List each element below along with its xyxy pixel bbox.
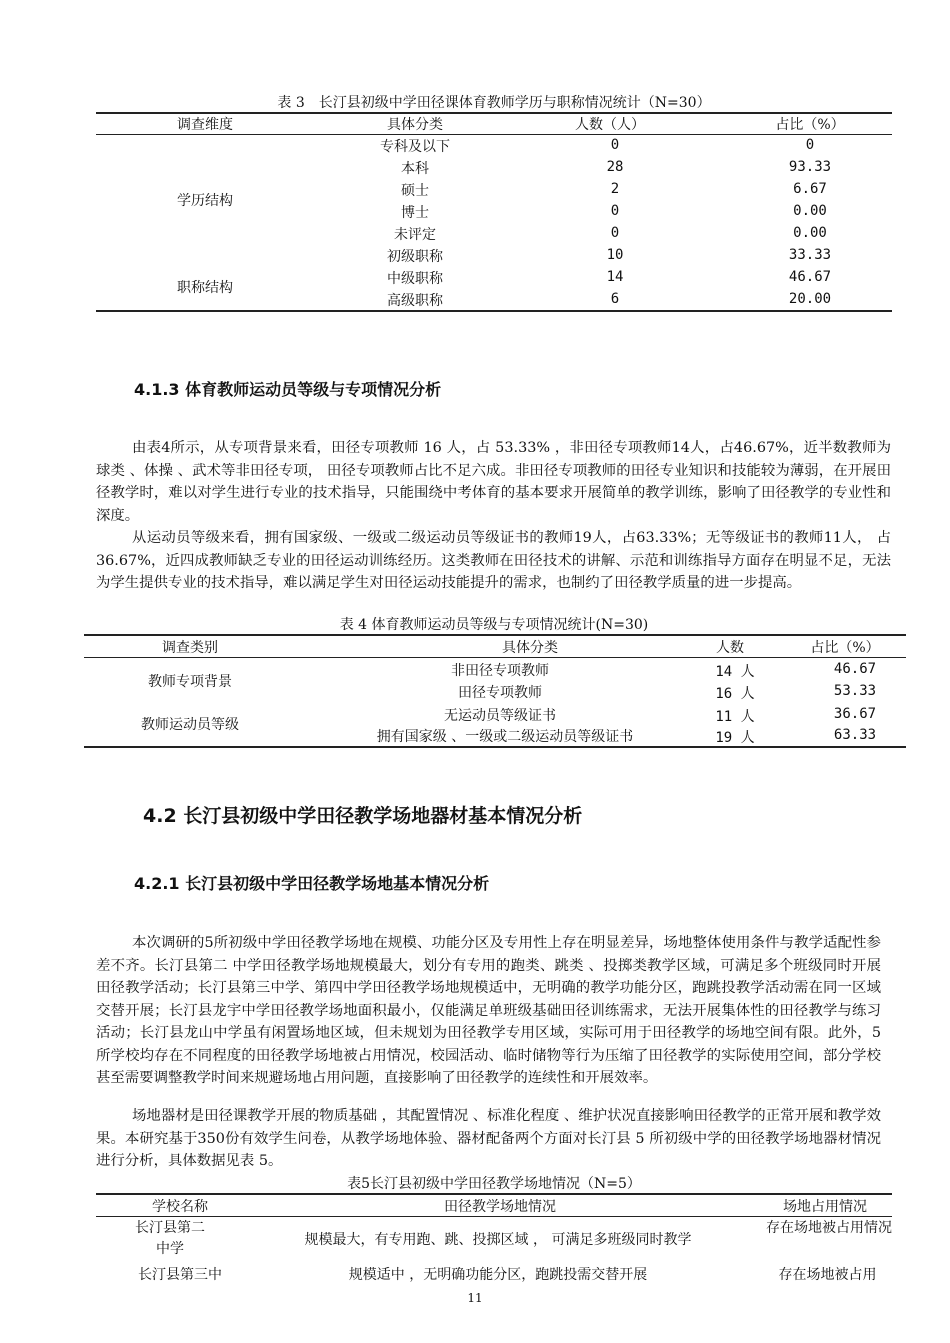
table3-row-category: 未评定 [394, 227, 436, 243]
table4-header-type: 调查类别 [162, 640, 218, 656]
table3-header-percent: 占比（%） [775, 117, 845, 133]
table3-header-dimension: 调查维度 [177, 117, 233, 133]
table3-row-percent: 0.00 [793, 203, 827, 219]
table3-header-category: 具体分类 [387, 117, 443, 133]
table4-row-count: 16 人 [715, 686, 755, 702]
table3-group-education: 学历结构 [177, 193, 233, 209]
paragraph: 从运动员等级来看，拥有国家级、一级或二级运动员等级证书的教师19人，占63.33%；无等级证书的教师11人， 占 36.67%，近四成教师缺乏专业的田径运动训练经历。这类教师在田径技术的讲解、示范和训练指导方面存在明显不足，无法为学生提供专业的技术指导，难以满足学生对田径运动技能提升的需求，也制约了田径教学质量的进一步提高。 [96, 530, 891, 591]
section-heading-4-2: 4.2 长汀县初级中学田径教学场地器材基本情况分析 [143, 805, 583, 827]
table5-row-situation: 规模适中 ，无明确功能分区，跑跳投需交替开展 [348, 1267, 648, 1283]
paragraph: 场地器材是田径课教学开展的物质基础 ，其配置情况 、标准化程度 、维护状况直接影响田径教学的正常开展和教学效果。本研究基于350份有效学生问卷，从教学场地体验、器材配备两个方面对长汀县 5 所初级中学的田径教学场地器材情况进行分析，具体数据见表 5。 [96, 1108, 881, 1169]
table5-header-occupy: 场地占用情况 [783, 1199, 867, 1215]
table3-row-category: 高级职称 [387, 293, 443, 309]
table4-row-count: 19 人 [715, 730, 755, 746]
table5-row-school: 长汀县第三中 [138, 1267, 222, 1283]
paragraph: 由表4所示，从专项背景来看，田径专项教师 16 人，占 53.33% ，非田径专项教师14人，占46.67%，近半数教师为球类 、体操 、武术等非田径专项， 田径专项教师占比不足六成。非田径专项教师的田径专业知识和技能较为薄弱，在开展田径教学时，难以对学生进行专业的技术指导，只能围绕中考体育的基本要求开展简单的教学训练，影响了田径教学的专业性和深度。 [96, 440, 891, 524]
table3-row-count: 0 [610, 225, 620, 241]
table3-row-category: 初级职称 [387, 249, 443, 265]
table4-row-category: 无运动员等级证书 [444, 708, 556, 724]
table3-caption: 表 3 长汀县初级中学田径课体育教师学历与职称情况统计（N=30） [277, 95, 711, 111]
section-heading-4-1-3: 4.1.3 体育教师运动员等级与专项情况分析 [134, 380, 442, 399]
table5-row-occupy: 存在场地被占用 [778, 1267, 877, 1283]
table4-group-athlete-level: 教师运动员等级 [141, 717, 239, 733]
table3-row-category: 本科 [401, 161, 429, 177]
table4-row-category: 拥有国家级 、一级或二级运动员等级证书 [376, 729, 634, 745]
table3-row-percent: 93.33 [788, 159, 832, 175]
paragraph: 本次调研的5所初级中学田径教学场地在规模、功能分区及专用性上存在明显差异，场地整体使用条件与教学适配性参差不齐。长汀县第二 中学田径教学场地规模最大，划分有专用的跑类、跳类 、投掷类教学区域，可满足多个班级同时开展田径教学活动；长汀县第三中学、第四中学田径教学场地规模适中，无明确的教学功能分区，跑跳投教学活动需在同一区域交替开展；长汀县龙宇中学田径教学场地面积最小，仅能满足单班级基础田径训练需求，无法开展集体性的田径教学与练习活动；长汀县龙山中学虽有闲置场地区域，但未规划为田径教学专用区域，实际可用于田径教学的场地空间有限。此外，5所学校均存在不同程度的田径教学场地被占用情况，校园活动、临时储物等行为压缩了田径教学的实际使用空间，部分学校甚至需要调整教学时间来规避场地占用问题，直接影响了田径教学的连续性和开展效率。 [96, 935, 881, 1086]
table3-row-count: 2 [610, 181, 620, 197]
table3-row-percent: 33.33 [788, 247, 832, 263]
table3-row-percent: 20.00 [788, 291, 832, 307]
table3-header-rule [96, 134, 892, 135]
table5-row-occupy: 存在场地被占用情况 [766, 1220, 892, 1236]
table3-row-count: 0 [610, 203, 620, 219]
table4-bottom-rule [84, 746, 906, 748]
table3-header-count: 人数（人） [575, 117, 645, 133]
table3-row-count: 28 [606, 159, 624, 175]
table3-row-category: 专科及以下 [380, 139, 450, 155]
table3-row-percent: 46.67 [788, 269, 832, 285]
table4-row-count: 11 人 [715, 709, 755, 725]
table3-row-percent: 6.67 [793, 181, 827, 197]
table5-header-school: 学校名称 [152, 1199, 208, 1215]
table4-row-category: 田径专项教师 [458, 685, 542, 701]
table4-header-category: 具体分类 [502, 640, 558, 656]
table4-header-percent: 占比（%） [810, 640, 880, 656]
table5-top-rule [96, 1193, 892, 1195]
table3-row-count: 10 [606, 247, 624, 263]
table4-group-specialty: 教师专项背景 [148, 674, 232, 690]
table5-header-situation: 田径教学场地情况 [444, 1199, 556, 1215]
table3-row-category: 中级职称 [387, 271, 443, 287]
table3-row-category: 硕士 [401, 183, 429, 199]
page-number: 11 [467, 1291, 483, 1305]
table4-top-rule [84, 634, 906, 636]
table4-header-rule [84, 657, 906, 658]
table5-row-situation: 规模最大，有专用跑、跳、投掷区域 ， 可满足多班级同时教学 [304, 1232, 692, 1248]
table4-row-percent: 36.67 [833, 706, 877, 722]
table4-row-count: 14 人 [715, 664, 755, 680]
table4-header-count: 人数 [716, 640, 744, 656]
table3-row-percent: 0 [805, 137, 815, 153]
section-heading-4-2-1: 4.2.1 长汀县初级中学田径教学场地基本情况分析 [134, 874, 490, 893]
table3-row-count: 14 [606, 269, 624, 285]
table3-row-count: 6 [610, 291, 620, 307]
table3-bottom-rule [96, 310, 892, 312]
table3-group-title: 职称结构 [177, 280, 233, 296]
table3-row-category: 博士 [401, 205, 429, 221]
table5-row-school: 长汀县第二中学 [135, 1220, 205, 1257]
table4-row-percent: 53.33 [833, 683, 877, 699]
table3-row-percent: 0.00 [793, 225, 827, 241]
table4-row-category: 非田径专项教师 [451, 663, 549, 679]
table3-row-count: 0 [610, 137, 620, 153]
table5-header-rule [96, 1216, 892, 1217]
table4-row-percent: 63.33 [833, 727, 877, 743]
table4-row-percent: 46.67 [833, 661, 877, 677]
table5-caption: 表5长汀县初级中学田径教学场地情况（N=5） [347, 1176, 641, 1192]
table4-caption: 表 4 体育教师运动员等级与专项情况统计(N=30) [339, 617, 649, 633]
